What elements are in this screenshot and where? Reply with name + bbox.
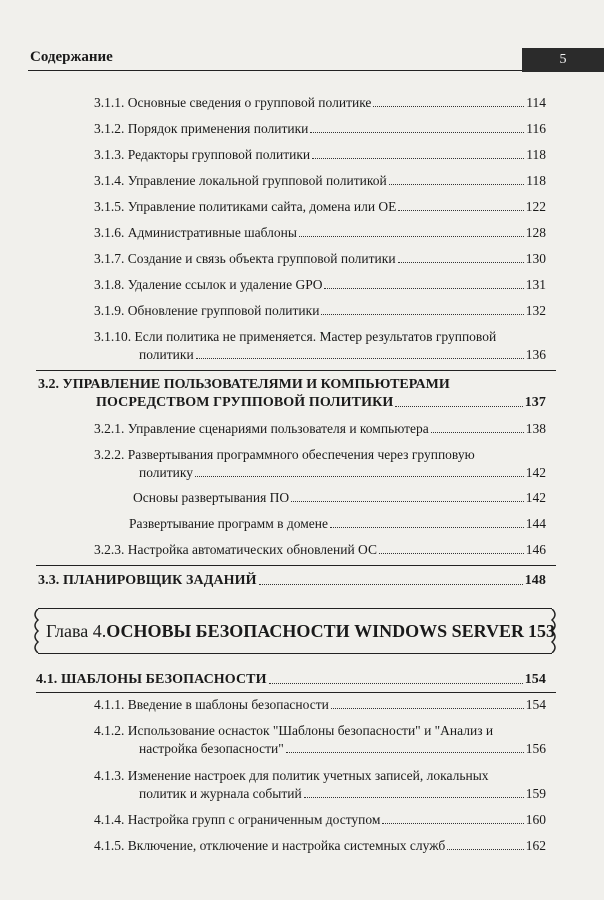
section-heading[interactable]: 4.1. ШАБЛОНЫ БЕЗОПАСНОСТИ 154 xyxy=(36,672,546,687)
toc-entry[interactable]: 3.1.3. Редакторы групповой политики 118 xyxy=(94,147,546,162)
toc-entry[interactable]: политику 142 xyxy=(139,465,546,480)
divider xyxy=(36,370,556,371)
toc-entry-line1: 3.2.2. Развертывания программного обеспечения через групповую xyxy=(94,447,475,462)
toc-entry[interactable]: 4.1.1. Введение в шаблоны безопасности 154 xyxy=(94,697,546,712)
toc-entry[interactable]: 3.1.9. Обновление групповой политики 132 xyxy=(94,303,546,318)
toc-entry[interactable]: 3.1.2. Порядок применения политики 116 xyxy=(94,121,546,136)
header-title: Содержание xyxy=(30,49,113,65)
toc-entry[interactable]: политики 136 xyxy=(139,347,546,362)
toc-entry[interactable]: 3.1.8. Удаление ссылок и удаление GPO 131 xyxy=(94,277,546,292)
chapter-title: ОСНОВЫ БЕЗОПАСНОСТИ WINDOWS SERVER xyxy=(106,621,525,641)
section-heading[interactable]: 3.3. ПЛАНИРОВЩИК ЗАДАНИЙ 148 xyxy=(38,573,546,588)
toc-entry[interactable]: 4.1.4. Настройка групп с ограниченным доступом 160 xyxy=(94,812,546,827)
toc-entry[interactable]: 3.1.1. Основные сведения о групповой политике 114 xyxy=(94,95,546,110)
toc-entry[interactable]: 4.1.5. Включение, отключение и настройка системных служб 162 xyxy=(94,838,546,853)
toc-entry[interactable]: 3.2.1. Управление сценариями пользователя и компьютера 138 xyxy=(94,421,546,436)
toc-entry[interactable]: 3.1.4. Управление локальной групповой политикой 118 xyxy=(94,173,546,188)
toc-entry-line1: 4.1.3. Изменение настроек для политик учетных записей, локальных xyxy=(94,768,489,783)
toc-entry-line1: 3.1.10. Если политика не применяется. Мастер результатов групповой xyxy=(94,329,497,344)
wavy-border-left xyxy=(30,609,42,653)
chapter-page: 153 xyxy=(528,621,556,641)
running-header xyxy=(28,48,604,71)
toc-entry[interactable]: 3.1.6. Административные шаблоны 128 xyxy=(94,225,546,240)
toc-entry[interactable]: 3.1.5. Управление политиками сайта, домена или ОЕ 122 xyxy=(94,199,546,214)
page-number: 5 xyxy=(522,48,604,72)
chapter-prefix: Глава 4. xyxy=(46,621,107,641)
toc-entry[interactable]: 3.1.7. Создание и связь объекта групповой политики 130 xyxy=(94,251,546,266)
divider xyxy=(36,565,556,566)
chapter-heading[interactable] xyxy=(46,620,556,642)
section-heading-line1: 3.2. УПРАВЛЕНИЕ ПОЛЬЗОВАТЕЛЯМИ И КОМПЬЮТЕРАМИ xyxy=(38,377,450,392)
toc-entry-line1: 4.1.2. Использование оснасток "Шаблоны безопасности" и "Анализ и xyxy=(94,723,494,738)
section-heading[interactable]: ПОСРЕДСТВОМ ГРУППОВОЙ ПОЛИТИКИ 137 xyxy=(96,395,546,410)
toc-entry[interactable]: настройка безопасности" 156 xyxy=(139,741,546,756)
toc-entry[interactable]: Основы развертывания ПО 142 xyxy=(133,490,546,505)
toc-entry[interactable]: политик и журнала событий 159 xyxy=(139,786,546,801)
divider xyxy=(36,692,556,693)
toc-entry[interactable]: Развертывание программ в домене 144 xyxy=(129,516,546,531)
toc-entry[interactable]: 3.2.3. Настройка автоматических обновлений ОС 146 xyxy=(94,542,546,557)
